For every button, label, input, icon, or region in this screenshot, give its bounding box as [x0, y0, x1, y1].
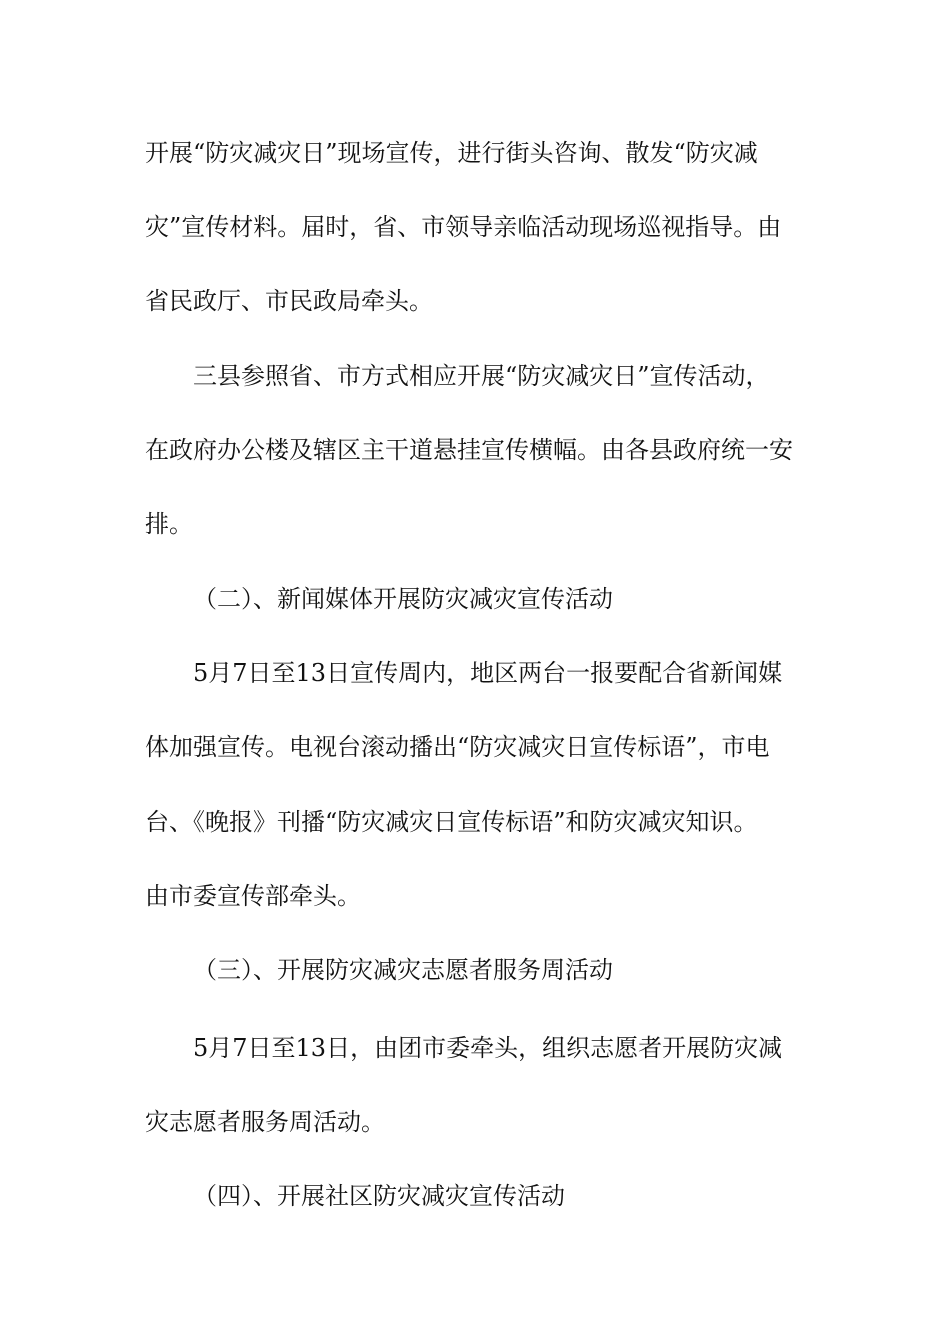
paragraph-line: 三县参照省、市方式相应开展“防灾减灾日”宣传活动，	[193, 362, 770, 390]
section-heading: （二）、新闻媒体开展防灾减灾宣传活动	[193, 585, 613, 613]
paragraph-line: 灾”宣传材料。届时，省、市领导亲临活动现场巡视指导。由	[145, 213, 782, 241]
paragraph-line: 排。	[145, 510, 193, 538]
paragraph-line: 台、《晚报》刊播“防灾减灾日宣传标语”和防灾减灾知识。	[145, 808, 758, 836]
paragraph-line: 开展“防灾减灾日”现场宣传，进行街头咨询、散发“防灾减	[145, 139, 758, 167]
section-heading: （四）、开展社区防灾减灾宣传活动	[193, 1182, 565, 1210]
paragraph-line: 省民政厅、市民政局牵头。	[145, 287, 433, 315]
paragraph-line: 灾志愿者服务周活动。	[145, 1108, 385, 1136]
paragraph-line: 体加强宣传。电视台滚动播出“防灾减灾日宣传标语”，市电	[145, 733, 770, 761]
section-heading: （三）、开展防灾减灾志愿者服务周活动	[193, 956, 613, 984]
paragraph-line: 5月7日至13日宣传周内，地区两台一报要配合省新闻媒	[193, 659, 783, 687]
paragraph-line: 由市委宣传部牵头。	[145, 882, 361, 910]
paragraph-line: 在政府办公楼及辖区主干道悬挂宣传横幅。由各县政府统一安	[145, 436, 793, 464]
paragraph-line: 5月7日至13日，由团市委牵头，组织志愿者开展防灾减	[193, 1034, 783, 1062]
